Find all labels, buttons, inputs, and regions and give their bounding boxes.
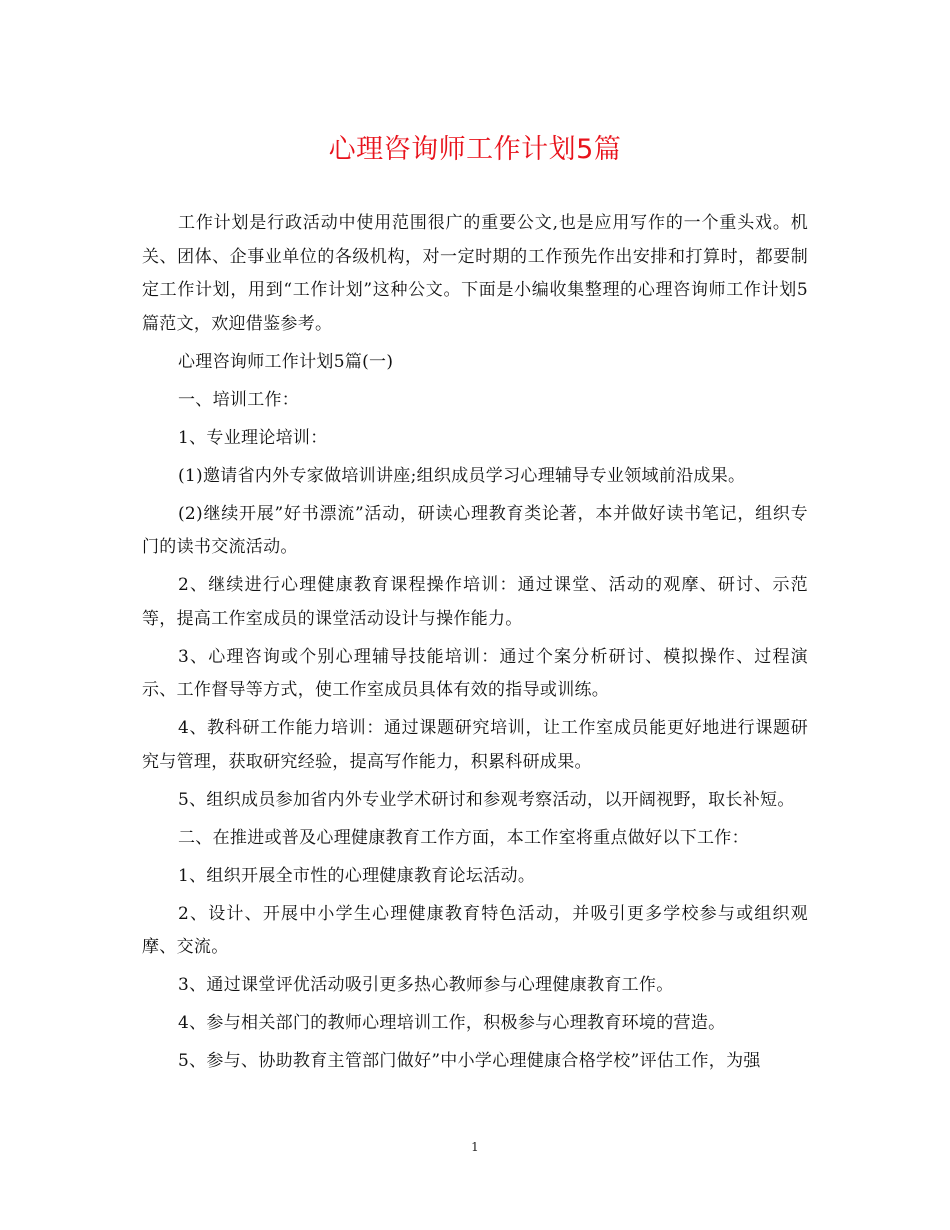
item-school-assessment: 5、参与、协助教育主管部门做好”中小学心理健康合格学校”评估工作，为强 — [178, 1051, 761, 1071]
item-forum-activities: 1、组织开展全市性的心理健康教育论坛活动。 — [178, 865, 536, 886]
heading-training-work: 一、培训工作： — [178, 389, 300, 410]
heading-promotion-work: 二、在推进或普及心理健康教育工作方面，本工作室将重点做好以下工作： — [178, 827, 749, 848]
page-number: 1 — [471, 1140, 479, 1154]
item-featured-activities: 2、设计、开展中小学生心理健康教育特色活动，并吸引更多学校参与或组织观摩、交流。 — [142, 903, 808, 957]
item-professional-theory-training: 1、专业理论培训： — [178, 427, 328, 448]
subitem-book-drifting: (2)继续开展”好书漂流”活动，研读心理教育类论著，本并做好读书笔记，组织专门的读书交流活动。 — [142, 503, 808, 557]
intro-paragraph: 工作计划是行政活动中使用范围很广的重要公文,也是应用写作的一个重头戏。机关、团体、企事业单位的各级机构，对一定时期的工作预先作出安排和打算时，都要制定工作计划，用到“工作计划”这种公文。下面是小编收集整理的心理咨询师工作计划5篇范文，欢迎借鉴参考。 — [142, 213, 808, 334]
item-counseling-skills-training: 3、心理咨询或个别心理辅导技能培训：通过个案分析研讨、模拟操作、过程演示、工作督导等方式，使工作室成员具体有效的指导或训练。 — [142, 646, 808, 700]
document-title: 心理咨询师工作计划5篇 — [328, 134, 622, 165]
item-academic-visits: 5、组织成员参加省内外专业学术研讨和参观考察活动，以开阔视野，取长补短。 — [178, 789, 795, 810]
section-heading-plan-1: 心理咨询师工作计划5篇(一) — [178, 351, 394, 372]
item-teacher-training: 4、参与相关部门的教师心理培训工作，积极参与心理教育环境的营造。 — [178, 1013, 726, 1033]
item-course-operation-training: 2、继续进行心理健康教育课程操作培训：通过课堂、活动的观摩、研讨、示范等，提高工作室成员的课堂活动设计与操作能力。 — [142, 575, 808, 629]
subitem-expert-lectures: (1)邀请省内外专家做培训讲座;组织成员学习心理辅导专业领域前沿成果。 — [178, 465, 746, 486]
document-body — [142, 207, 808, 1083]
item-classroom-evaluation: 3、通过课堂评优活动吸引更多热心教师参与心理健康教育工作。 — [178, 975, 674, 995]
item-research-ability-training: 4、教科研工作能力培训：通过课题研究培训，让工作室成员能更好地进行课题研究与管理，获取研究经验，提高写作能力，积累科研成果。 — [142, 718, 808, 772]
